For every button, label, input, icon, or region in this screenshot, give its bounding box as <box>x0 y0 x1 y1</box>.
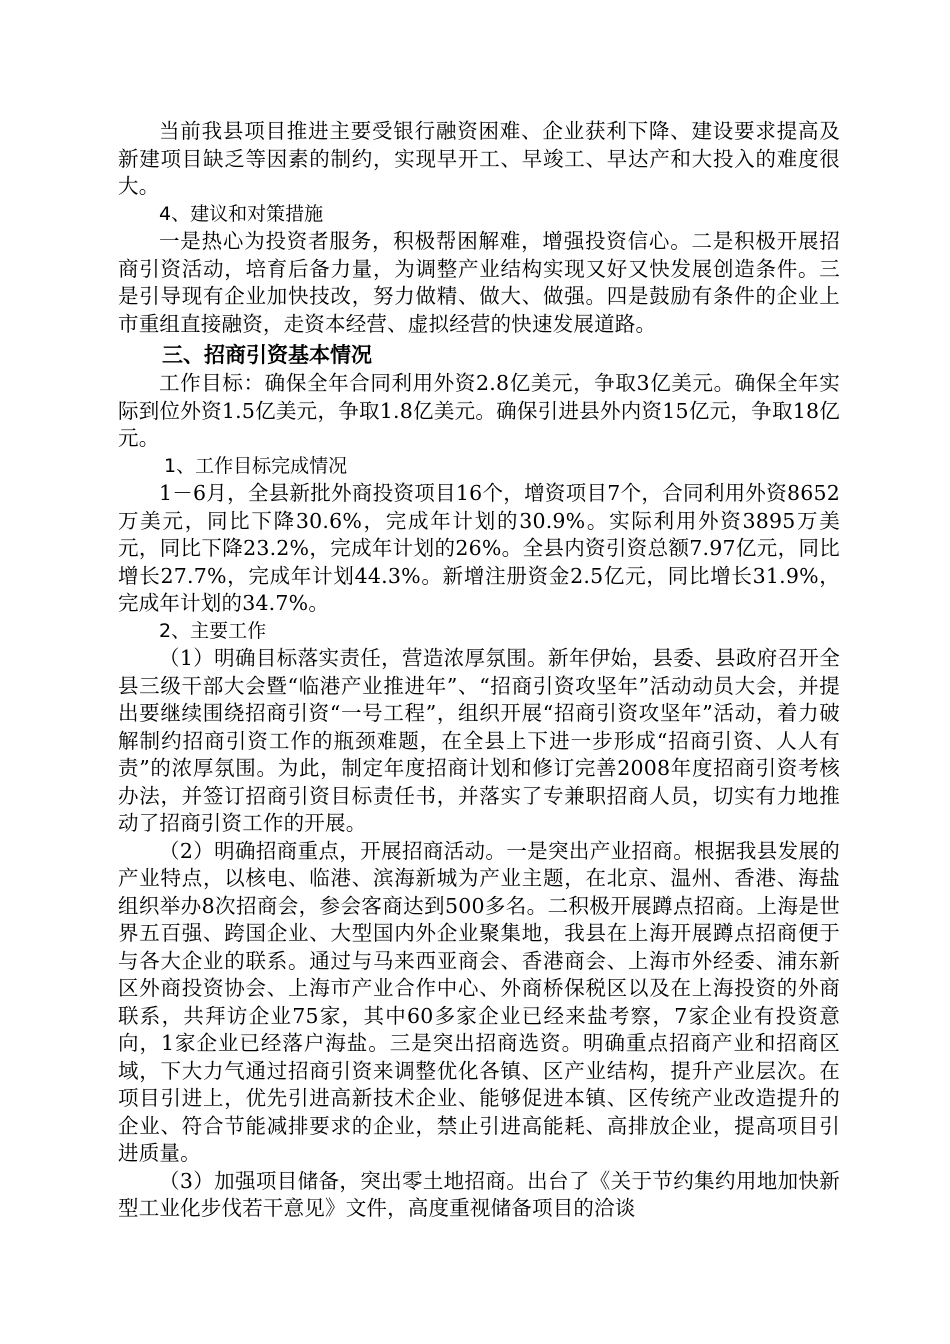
paragraph-goal-stats: 1－6月，全县新批外商投资项目16个，增资项目7个，合同利用外资8652万美元，同比下降30.6%，完成年计划的30.9%。实际利用外资3895万美元，同比下降23.2%，完成年计划的26%。全县内资引资总额7.97亿元，同比增长27.7%，完成年计划44.3%。新增注册资金2.5亿元，同比增长31.9%，完成年计划的34.7%。 <box>118 481 840 615</box>
section-title-investment: 三、招商引资基本情况 <box>162 343 372 367</box>
heading-main-work: 2、主要工作 <box>159 619 267 642</box>
paragraph-work-item-2: （2）明确招商重点，开展招商活动。一是突出产业招商。根据我县发展的产业特点，以核电、临港、滨海新城为产业主题，在北京、温州、香港、海盐组织举办8次招商会，参会客商达到500多名。二积极开展蹲点招商。上海是世界五百强、跨国企业、大型国内外企业聚集地，我县在上海开展蹲点招商便于与各大企业的联系。通过与马来西亚商会、香港商会、上海市外经委、浦东新区外商投资协会、上海市产业合作中心、外商桥保税区以及在上海投资的外商联系，共拜访企业75家，其中60多家企业已经来盐考察，7家企业有投资意向，1家企业已经落户海盐。三是突出招商选资。明确重点招商产业和招商区域，下大力气通过招商引资来调整优化各镇、区产业结构，提升产业层次。在项目引进上，优先引进高新技术企业、能够促进本镇、区传统产业改造提升的企业、符合节能减排要求的企业，禁止引进高能耗、高排放企业，提高项目引进质量。 <box>118 838 840 1165</box>
paragraph-work-item-1: （1）明确目标落实责任，营造浓厚氛围。新年伊始，县委、县政府召开全县三级干部大会暨“临港产业推进年”、“招商引资攻坚年”活动动员大会，并提出要继续围绕招商引资“一号工程”，组织开展“招商引资攻坚年”活动，着力破解制约招商引资工作的瓶颈难题，在全县上下进一步形成“招商引资、人人有责”的浓厚氛围。为此，制定年度招商计划和修订完善2008年度招商引资考核办法，并签订招商引资目标责任书，并落实了专兼职招商人员，切实有力地推动了招商引资工作的开展。 <box>118 646 840 835</box>
document-page <box>118 118 840 1223</box>
paragraph-project-difficulties: 当前我县项目推进主要受银行融资困难、企业获利下降、建设要求提高及新建项目缺乏等因素的制约，实现早开工、早竣工、早达产和大投入的难度很大。 <box>118 119 840 198</box>
heading-goal-completion: 1、工作目标完成情况 <box>164 454 348 477</box>
paragraph-countermeasures: 一是热心为投资者服务，积极帮困解难，增强投资信心。二是积极开展招商引资活动，培育后备力量，为调整产业结构实现又好又快发展创造条件。三是引导现有企业加快技改，努力做精、做大、做强。四是鼓励有条件的企业上市重组直接融资，走资本经营、虚拟经营的快速发展道路。 <box>118 229 840 336</box>
paragraph-work-item-3: （3）加强项目储备，突出零土地招商。出台了《关于节约集约用地加快新型工业化步伐若干意见》文件，高度重视储备项目的洽谈 <box>118 1168 840 1220</box>
paragraph-work-goals: 工作目标：确保全年合同利用外资2.8亿美元，争取3亿美元。确保全年实际到位外资1.5亿美元，争取1.8亿美元。确保引进县外内资15亿元，争取18亿元。 <box>118 371 840 450</box>
heading-suggestions: 4、建议和对策措施 <box>159 202 324 225</box>
